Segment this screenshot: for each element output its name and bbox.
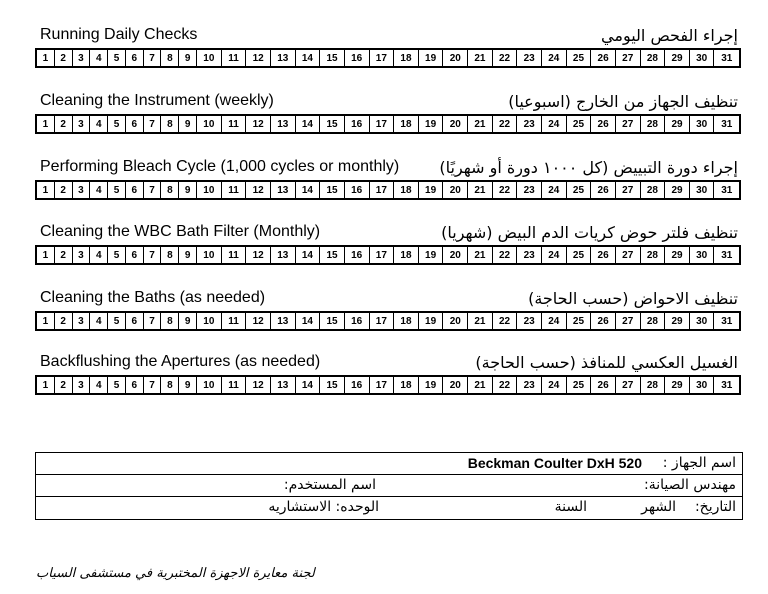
day-cell[interactable]: 25 bbox=[567, 182, 592, 198]
user-label: اسم المستخدم: bbox=[283, 477, 376, 493]
day-cell[interactable]: 25 bbox=[567, 50, 592, 66]
day-cell[interactable]: 20 bbox=[443, 182, 468, 198]
day-cell[interactable]: 22 bbox=[493, 182, 518, 198]
day-cell[interactable]: 1 bbox=[37, 247, 55, 263]
day-cell[interactable]: 29 bbox=[665, 377, 690, 393]
day-cell[interactable]: 27 bbox=[616, 377, 641, 393]
day-cell[interactable]: 23 bbox=[517, 50, 542, 66]
day-cell[interactable]: 13 bbox=[271, 50, 296, 66]
day-cell[interactable]: 6 bbox=[126, 377, 144, 393]
section-title-en: Backflushing the Apertures (as needed) bbox=[40, 353, 321, 370]
section-title-ar: تنظيف فلتر حوض كريات الدم البيض (شهريا) bbox=[441, 223, 738, 242]
day-cell[interactable]: 1 bbox=[37, 50, 55, 66]
section-header bbox=[35, 223, 741, 245]
day-cell[interactable]: 1 bbox=[37, 116, 55, 132]
committee-signature: لجنة معايرة الاجهزة المختبرية في مستشفى السياب bbox=[36, 566, 315, 581]
day-cell[interactable]: 11 bbox=[222, 182, 247, 198]
day-cell[interactable]: 12 bbox=[246, 377, 271, 393]
day-cell[interactable]: 16 bbox=[345, 182, 370, 198]
day-cell[interactable]: 2 bbox=[55, 247, 73, 263]
day-checkbox-row bbox=[35, 375, 741, 395]
day-cell[interactable]: 20 bbox=[443, 116, 468, 132]
section-title-ar: إجراء الفحص اليومي bbox=[601, 26, 738, 45]
day-cell[interactable]: 29 bbox=[665, 313, 690, 329]
day-cell[interactable]: 7 bbox=[144, 116, 162, 132]
day-cell[interactable]: 24 bbox=[542, 116, 567, 132]
section-title-ar: تنظيف الاحواض (حسب الحاجة) bbox=[528, 289, 738, 308]
day-cell[interactable]: 16 bbox=[345, 377, 370, 393]
day-cell[interactable]: 12 bbox=[246, 182, 271, 198]
day-cell[interactable]: 22 bbox=[493, 116, 518, 132]
day-cell[interactable]: 15 bbox=[320, 116, 345, 132]
day-cell[interactable]: 26 bbox=[591, 50, 616, 66]
day-checkbox-row bbox=[35, 311, 741, 331]
day-cell[interactable]: 11 bbox=[222, 313, 247, 329]
day-cell[interactable]: 5 bbox=[108, 116, 126, 132]
day-cell[interactable]: 11 bbox=[222, 116, 247, 132]
day-cell[interactable]: 19 bbox=[419, 50, 444, 66]
day-checkbox-row bbox=[35, 180, 741, 200]
day-cell[interactable]: 28 bbox=[641, 182, 666, 198]
day-cell[interactable]: 28 bbox=[641, 247, 666, 263]
day-cell[interactable]: 14 bbox=[296, 182, 321, 198]
day-cell[interactable]: 7 bbox=[144, 313, 162, 329]
day-cell[interactable]: 3 bbox=[73, 50, 91, 66]
day-cell[interactable]: 21 bbox=[468, 377, 493, 393]
checklist-section bbox=[35, 158, 741, 200]
section-title-en: Cleaning the WBC Bath Filter (Monthly) bbox=[40, 223, 321, 240]
device-label: اسم الجهاز : bbox=[662, 455, 736, 471]
device-value: Beckman Coulter DxH 520 bbox=[467, 455, 642, 471]
day-cell[interactable]: 29 bbox=[665, 182, 690, 198]
day-cell[interactable]: 21 bbox=[468, 116, 493, 132]
day-cell[interactable]: 13 bbox=[271, 116, 296, 132]
day-cell[interactable]: 30 bbox=[690, 247, 715, 263]
day-cell[interactable]: 10 bbox=[197, 377, 222, 393]
day-cell[interactable]: 24 bbox=[542, 377, 567, 393]
day-cell[interactable]: 22 bbox=[493, 247, 518, 263]
day-cell[interactable]: 15 bbox=[320, 247, 345, 263]
day-cell[interactable]: 20 bbox=[443, 247, 468, 263]
day-cell[interactable]: 25 bbox=[567, 247, 592, 263]
section-title-en: Running Daily Checks bbox=[40, 26, 198, 43]
month-label: الشهر bbox=[641, 499, 676, 515]
day-cell[interactable]: 11 bbox=[222, 50, 247, 66]
day-cell[interactable]: 15 bbox=[320, 313, 345, 329]
day-cell[interactable]: 5 bbox=[108, 50, 126, 66]
day-cell[interactable]: 7 bbox=[144, 247, 162, 263]
engineer-label: مهندس الصيانة: bbox=[644, 477, 736, 493]
day-cell[interactable]: 5 bbox=[108, 182, 126, 198]
day-cell[interactable]: 9 bbox=[179, 313, 197, 329]
day-cell[interactable]: 8 bbox=[161, 182, 179, 198]
day-cell[interactable]: 3 bbox=[73, 247, 91, 263]
day-cell[interactable]: 19 bbox=[419, 116, 444, 132]
day-cell[interactable]: 8 bbox=[161, 313, 179, 329]
day-cell[interactable]: 31 bbox=[721, 379, 733, 391]
day-cell[interactable]: 26 bbox=[591, 182, 616, 198]
day-cell[interactable]: 6 bbox=[126, 313, 144, 329]
day-cell[interactable]: 18 bbox=[394, 182, 419, 198]
day-cell[interactable]: 8 bbox=[161, 116, 179, 132]
day-cell[interactable]: 26 bbox=[591, 377, 616, 393]
section-title-ar: تنظيف الجهاز من الخارج (اسبوعيا) bbox=[508, 92, 738, 111]
unit-label: الوحده: الاستشاريه bbox=[268, 499, 379, 515]
day-cell[interactable]: 18 bbox=[394, 247, 419, 263]
date-row bbox=[36, 497, 742, 519]
day-cell[interactable]: 12 bbox=[246, 50, 271, 66]
day-cell[interactable]: 17 bbox=[370, 50, 395, 66]
day-cell[interactable]: 23 bbox=[517, 116, 542, 132]
day-checkbox-row bbox=[35, 48, 741, 68]
day-cell[interactable]: 31 bbox=[721, 184, 733, 196]
day-cell[interactable]: 27 bbox=[616, 247, 641, 263]
day-cell[interactable]: 23 bbox=[517, 182, 542, 198]
day-cell[interactable]: 6 bbox=[126, 247, 144, 263]
day-cell[interactable]: 12 bbox=[246, 116, 271, 132]
day-cell[interactable]: 15 bbox=[320, 182, 345, 198]
day-cell[interactable]: 1 bbox=[37, 182, 55, 198]
day-cell[interactable]: 26 bbox=[591, 116, 616, 132]
day-cell[interactable]: 21 bbox=[468, 313, 493, 329]
day-cell[interactable]: 15 bbox=[320, 50, 345, 66]
day-cell[interactable]: 17 bbox=[370, 247, 395, 263]
day-cell[interactable]: 16 bbox=[345, 50, 370, 66]
day-cell[interactable]: 3 bbox=[73, 313, 91, 329]
day-cell[interactable]: 8 bbox=[161, 50, 179, 66]
day-cell[interactable]: 20 bbox=[443, 313, 468, 329]
day-cell[interactable]: 23 bbox=[517, 313, 542, 329]
day-cell[interactable]: 3 bbox=[73, 377, 91, 393]
day-cell[interactable]: 19 bbox=[419, 247, 444, 263]
day-cell[interactable]: 20 bbox=[443, 50, 468, 66]
day-cell[interactable]: 2 bbox=[55, 313, 73, 329]
date-label: التاريخ: bbox=[694, 499, 736, 515]
day-cell[interactable]: 5 bbox=[108, 377, 126, 393]
day-cell[interactable]: 19 bbox=[419, 182, 444, 198]
day-cell[interactable]: 12 bbox=[246, 247, 271, 263]
day-checkbox-row bbox=[35, 245, 741, 265]
engineer-row bbox=[36, 475, 742, 497]
section-title-en: Cleaning the Baths (as needed) bbox=[40, 289, 266, 306]
day-cell[interactable]: 14 bbox=[296, 377, 321, 393]
day-cell[interactable]: 13 bbox=[271, 313, 296, 329]
day-cell[interactable]: 29 bbox=[665, 247, 690, 263]
day-cell[interactable]: 30 bbox=[690, 50, 715, 66]
day-cell[interactable]: 27 bbox=[616, 50, 641, 66]
checklist-section bbox=[35, 289, 741, 331]
day-cell[interactable]: 21 bbox=[468, 247, 493, 263]
day-cell[interactable]: 4 bbox=[90, 247, 108, 263]
day-cell[interactable]: 10 bbox=[197, 116, 222, 132]
day-cell[interactable]: 4 bbox=[90, 313, 108, 329]
day-checkbox-row bbox=[35, 114, 741, 134]
day-cell[interactable]: 30 bbox=[690, 182, 715, 198]
day-cell[interactable]: 24 bbox=[542, 182, 567, 198]
day-cell[interactable]: 16 bbox=[345, 247, 370, 263]
day-cell[interactable]: 4 bbox=[90, 377, 108, 393]
day-cell[interactable]: 29 bbox=[665, 50, 690, 66]
day-cell[interactable]: 18 bbox=[394, 377, 419, 393]
day-cell[interactable]: 22 bbox=[493, 50, 518, 66]
day-cell[interactable]: 18 bbox=[394, 50, 419, 66]
day-cell[interactable]: 2 bbox=[55, 50, 73, 66]
day-cell[interactable]: 19 bbox=[419, 313, 444, 329]
checklist-section bbox=[35, 223, 741, 265]
day-cell[interactable]: 4 bbox=[90, 182, 108, 198]
day-cell[interactable]: 25 bbox=[567, 377, 592, 393]
day-cell[interactable]: 13 bbox=[271, 247, 296, 263]
day-cell[interactable]: 14 bbox=[296, 247, 321, 263]
day-cell[interactable]: 18 bbox=[394, 313, 419, 329]
day-cell[interactable]: 10 bbox=[197, 247, 222, 263]
day-cell[interactable]: 16 bbox=[345, 116, 370, 132]
day-cell[interactable]: 14 bbox=[296, 116, 321, 132]
day-cell[interactable]: 9 bbox=[179, 116, 197, 132]
day-cell[interactable]: 8 bbox=[161, 247, 179, 263]
day-cell[interactable]: 31 bbox=[721, 52, 733, 64]
day-cell[interactable]: 4 bbox=[90, 50, 108, 66]
day-cell[interactable]: 23 bbox=[517, 247, 542, 263]
day-cell[interactable]: 3 bbox=[73, 182, 91, 198]
day-cell[interactable]: 4 bbox=[90, 116, 108, 132]
day-cell[interactable]: 17 bbox=[370, 377, 395, 393]
day-cell[interactable]: 21 bbox=[468, 50, 493, 66]
day-cell[interactable]: 30 bbox=[690, 377, 715, 393]
day-cell[interactable]: 26 bbox=[591, 313, 616, 329]
day-cell[interactable]: 29 bbox=[665, 116, 690, 132]
day-cell[interactable]: 9 bbox=[179, 50, 197, 66]
section-header bbox=[35, 289, 741, 311]
day-cell[interactable]: 25 bbox=[567, 116, 592, 132]
day-cell[interactable]: 20 bbox=[443, 377, 468, 393]
day-cell[interactable]: 19 bbox=[419, 377, 444, 393]
day-cell[interactable]: 23 bbox=[517, 377, 542, 393]
section-header bbox=[35, 353, 741, 375]
day-cell[interactable]: 2 bbox=[55, 116, 73, 132]
day-cell[interactable]: 9 bbox=[179, 247, 197, 263]
day-cell[interactable]: 10 bbox=[197, 313, 222, 329]
day-cell[interactable]: 6 bbox=[126, 50, 144, 66]
day-cell[interactable]: 14 bbox=[296, 313, 321, 329]
section-header bbox=[35, 158, 741, 180]
day-cell[interactable]: 25 bbox=[567, 313, 592, 329]
day-cell[interactable]: 18 bbox=[394, 116, 419, 132]
day-cell[interactable]: 27 bbox=[616, 116, 641, 132]
day-cell[interactable]: 7 bbox=[144, 182, 162, 198]
day-cell[interactable]: 30 bbox=[690, 313, 715, 329]
day-cell[interactable]: 12 bbox=[246, 313, 271, 329]
day-cell[interactable]: 27 bbox=[616, 313, 641, 329]
day-cell[interactable]: 6 bbox=[126, 116, 144, 132]
day-cell[interactable]: 13 bbox=[271, 377, 296, 393]
day-cell[interactable]: 31 bbox=[721, 315, 733, 327]
section-header bbox=[35, 92, 741, 114]
day-cell[interactable]: 24 bbox=[542, 313, 567, 329]
day-cell[interactable]: 22 bbox=[493, 377, 518, 393]
day-cell[interactable]: 27 bbox=[616, 182, 641, 198]
year-label: السنة bbox=[554, 499, 587, 515]
day-cell[interactable]: 28 bbox=[641, 116, 666, 132]
day-cell[interactable]: 3 bbox=[73, 116, 91, 132]
day-cell[interactable]: 14 bbox=[296, 50, 321, 66]
day-cell[interactable]: 5 bbox=[108, 313, 126, 329]
section-title-en: Performing Bleach Cycle (1,000 cycles or monthly) bbox=[40, 158, 400, 175]
day-cell[interactable]: 30 bbox=[690, 116, 715, 132]
day-cell[interactable]: 16 bbox=[345, 313, 370, 329]
day-cell[interactable]: 28 bbox=[641, 377, 666, 393]
section-title-ar: إجراء دورة التبييض (كل ١٠٠٠ دورة أو شهريًا) bbox=[439, 158, 738, 177]
checklist-section bbox=[35, 353, 741, 395]
day-cell[interactable]: 10 bbox=[197, 50, 222, 66]
day-cell[interactable]: 26 bbox=[591, 247, 616, 263]
day-cell[interactable]: 17 bbox=[370, 313, 395, 329]
day-cell[interactable]: 24 bbox=[542, 50, 567, 66]
checklist-section bbox=[35, 26, 741, 68]
day-cell[interactable]: 28 bbox=[641, 50, 666, 66]
day-cell[interactable]: 11 bbox=[222, 247, 247, 263]
day-cell[interactable]: 1 bbox=[37, 377, 55, 393]
day-cell[interactable]: 11 bbox=[222, 377, 247, 393]
day-cell[interactable]: 17 bbox=[370, 116, 395, 132]
section-header bbox=[35, 26, 741, 48]
day-cell[interactable]: 15 bbox=[320, 377, 345, 393]
day-cell[interactable]: 2 bbox=[55, 377, 73, 393]
day-cell[interactable]: 7 bbox=[144, 50, 162, 66]
day-cell[interactable]: 9 bbox=[179, 182, 197, 198]
day-cell[interactable]: 31 bbox=[721, 249, 733, 261]
section-title-ar: الغسيل العكسي للمنافذ (حسب الحاجة) bbox=[475, 353, 738, 372]
day-cell[interactable]: 6 bbox=[126, 182, 144, 198]
checklist-section bbox=[35, 92, 741, 134]
day-cell[interactable]: 24 bbox=[542, 247, 567, 263]
day-cell[interactable]: 17 bbox=[370, 182, 395, 198]
day-cell[interactable]: 31 bbox=[721, 118, 733, 130]
day-cell[interactable]: 9 bbox=[179, 377, 197, 393]
day-cell[interactable]: 2 bbox=[55, 182, 73, 198]
section-title-en: Cleaning the Instrument (weekly) bbox=[40, 92, 274, 109]
day-cell[interactable]: 8 bbox=[161, 377, 179, 393]
day-cell[interactable]: 5 bbox=[108, 247, 126, 263]
day-cell[interactable]: 21 bbox=[468, 182, 493, 198]
day-cell[interactable]: 7 bbox=[144, 377, 162, 393]
device-info-table bbox=[35, 452, 743, 520]
day-cell[interactable]: 10 bbox=[197, 182, 222, 198]
day-cell[interactable]: 1 bbox=[37, 313, 55, 329]
day-cell[interactable]: 28 bbox=[641, 313, 666, 329]
day-cell[interactable]: 22 bbox=[493, 313, 518, 329]
day-cell[interactable]: 13 bbox=[271, 182, 296, 198]
device-row bbox=[36, 453, 742, 475]
